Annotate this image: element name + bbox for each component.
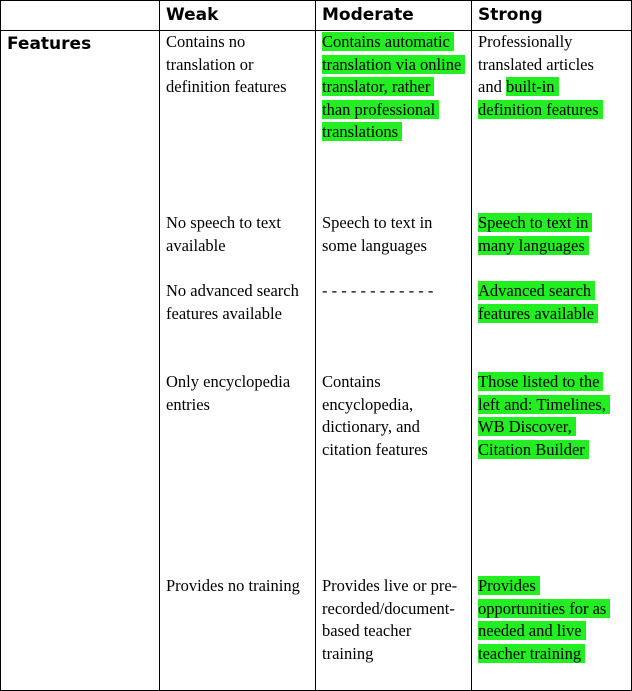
header-row: [1, 1, 632, 31]
strong-translation-plain: Professionally translated articles and: [478, 32, 594, 96]
moderate-content: Contains encyclopedia, dictionary, and citation features: [322, 372, 428, 459]
moderate-header: Moderate: [316, 1, 472, 31]
strong-header: Strong: [472, 1, 632, 31]
weak-training: Provides no training: [166, 576, 300, 595]
strong-search: [478, 280, 618, 325]
moderate-translation: [322, 31, 462, 144]
moderate-translation-text: Contains automatic translation via online translator, rather than professional translations: [322, 32, 465, 141]
strong-training: [478, 575, 618, 665]
strong-translation: [478, 31, 618, 121]
features-row: [1, 31, 632, 691]
strong-speech: [478, 212, 618, 257]
moderate-speech: Speech to text in some languages: [322, 213, 433, 255]
weak-header: Weak: [160, 1, 316, 31]
strong-training-text: Provides opportunities for as needed and live teacher training: [478, 576, 610, 663]
weak-content: Only encyclopedia entries: [166, 372, 291, 414]
strong-speech-text: Speech to text in many languages: [478, 213, 592, 255]
weak-speech: No speech to text available: [166, 213, 282, 255]
moderate-training: Provides live or pre-recorded/document-based teacher training: [322, 576, 458, 663]
strong-column: [472, 31, 632, 691]
strong-content-text: Those listed to the left and: Timelines, WB Discover, Citation Builder: [478, 372, 610, 459]
features-label: Features: [1, 31, 160, 691]
strong-content: [478, 371, 618, 461]
corner-cell: [1, 1, 160, 31]
weak-translation: Contains no translation or definition features: [166, 32, 287, 96]
weak-column: [160, 31, 316, 691]
strong-search-text: Advanced search features available: [478, 281, 598, 323]
weak-search: No advanced search features available: [166, 281, 299, 323]
moderate-search: - - - - - - - - - - - -: [322, 281, 434, 300]
strong-translation-highlight: built-in definition features: [478, 77, 603, 119]
moderate-column: [316, 31, 472, 691]
